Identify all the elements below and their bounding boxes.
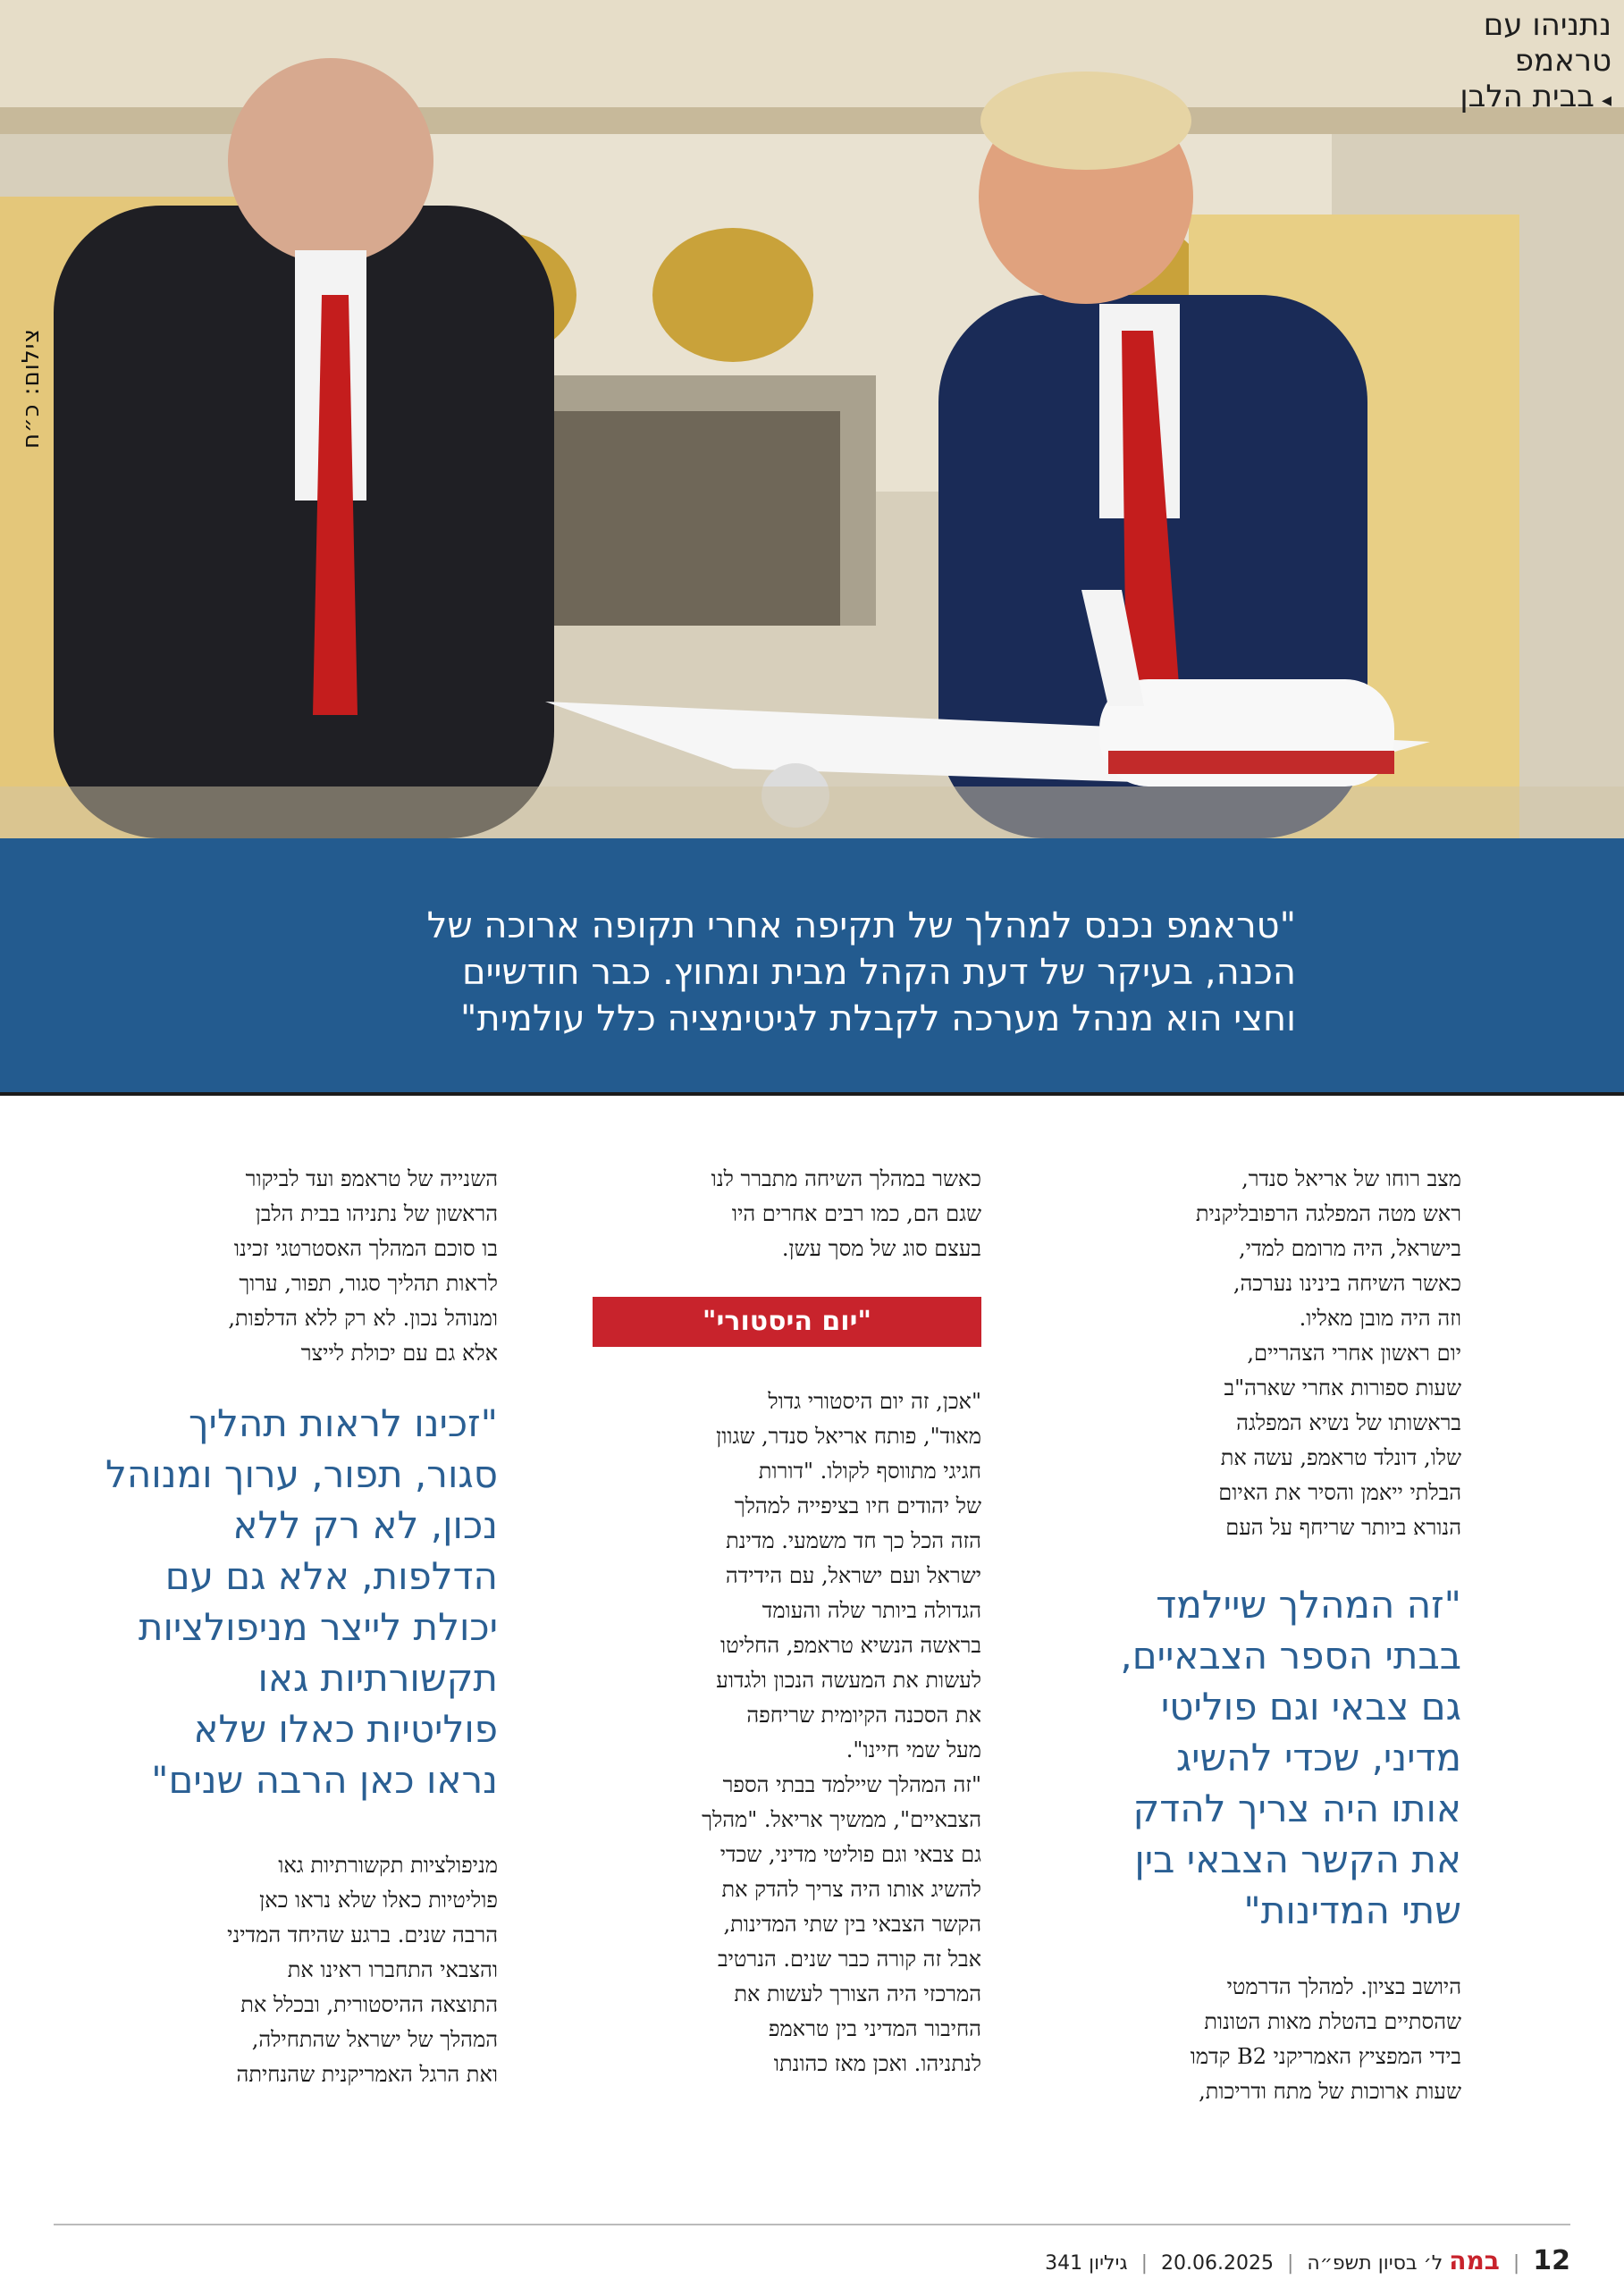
issue-number: גיליון 341 [1045, 2252, 1128, 2275]
banner-line: וחצי הוא מנהל מערכה לקבלת לגיטימציה כלל עולמית" [460, 998, 1296, 1039]
text-line: לנתניהו. ואכן מאז כהונתו [773, 2051, 981, 2076]
paragraph [593, 1384, 981, 2082]
text-line: הרבה שנים. ברגע שהיחד המדיני [227, 1922, 498, 1947]
text-line: הנורא ביותר שריחף על העם [1225, 1515, 1461, 1540]
paragraph [1073, 1970, 1461, 2109]
paragraph [593, 1162, 981, 1266]
text-line: הזה הכל כך חד משמעי. מדינת [726, 1528, 981, 1553]
photo-illustration [0, 0, 1624, 838]
text-line: אלא גם עם יכולת לייצר [300, 1341, 498, 1366]
text-line: את הסכנה הקיומית שריחפה [746, 1703, 981, 1728]
paragraph [109, 1848, 498, 2092]
text-line: לעשות את המעשה הנכון ולגדוע [716, 1668, 981, 1693]
text-line: כאשר השיחה בינינו נערכה, [1233, 1271, 1461, 1296]
column-middle [593, 1162, 981, 2082]
text-line: הגדולה ביותר שלה והעומד [762, 1598, 981, 1623]
text-line: יום ראשון אחרי הצהריים, [1247, 1341, 1461, 1366]
caption-line: נתניהו עם [1483, 7, 1611, 43]
text-line: פוליטיות כאלו שלא נראו כאן [259, 1888, 498, 1913]
text-line: שגם הם, כמו רבים אחרים היו [731, 1201, 981, 1226]
text-line: הקשר הצבאי בין שתי המדינות, [723, 1912, 981, 1937]
text-line: הבלתי ייאמן והסיר את האיום [1218, 1480, 1461, 1505]
text-line: של יהודים חיו בציפייה למהלך [734, 1493, 981, 1518]
hero-photo [0, 0, 1624, 838]
separator: | [1286, 2252, 1294, 2275]
text-line: הראשון של נתניהו בבית הלבן [255, 1201, 498, 1226]
pull-quote [105, 1398, 498, 1805]
text-line: שהסתיים בהטלת מאות הטונות [1204, 2009, 1461, 2034]
pull-quote-line: "זכינו לראות תהליך [189, 1401, 498, 1445]
text-line: שעות ארוכות של מתח ודריכות, [1199, 2079, 1461, 2104]
text-line: המרכזי היה הצורך לעשות את [734, 1981, 981, 2006]
page-footer [0, 2224, 1624, 2288]
photo-caption [1406, 7, 1611, 119]
column-right [1073, 1162, 1461, 2109]
paragraph [109, 1162, 498, 1371]
text-line: המהלך של ישראל שהתחילה, [251, 2027, 498, 2052]
pull-quote-line: בבתי הספר הצבאיים, [1120, 1634, 1461, 1678]
text-line: בישראל, היה מרומם למדי, [1239, 1236, 1461, 1261]
banner-quote [0, 838, 1624, 1096]
text-line: כאשר במהלך השיחה מתברר לנו [711, 1166, 981, 1191]
pull-quote-line: גם צבאי וגם פוליטי [1160, 1685, 1461, 1729]
separator: | [1512, 2252, 1520, 2275]
gregorian-date: 20.06.2025 [1160, 2252, 1274, 2275]
caption-line: ◂בבית הלבן [1460, 79, 1611, 114]
magazine-logo: במה [1449, 2246, 1500, 2275]
text-line: לראות תהליך סגור, תפור, ערוך [239, 1271, 498, 1296]
text-line: מניפולציות תקשורתיות גאו [278, 1853, 498, 1878]
caret-left-icon: ◂ [1601, 89, 1611, 112]
text-line: הצבאיים", ממשיך אריאל. "מהלך [702, 1807, 981, 1832]
pull-quote-line: פוליטיות כאלו שלא [193, 1707, 498, 1751]
hebrew-date: ל׳ בסיון תשפ״ה [1307, 2252, 1443, 2275]
pull-quote-line: הדלפות, אלא גם עם [164, 1554, 498, 1598]
text-line: ומנוהל נכון. לא רק ללא הדלפות, [228, 1306, 498, 1331]
pull-quote-line: מדיני, שכדי להשיג [1175, 1736, 1461, 1779]
caption-line: טראמפ [1514, 43, 1611, 79]
pull-quote-line: נראו כאן הרבה שנים" [151, 1758, 498, 1802]
pull-quote-line: אותו היה צריך להדק [1132, 1787, 1461, 1830]
text-line: השנייה של טראמפ ועד לביקור [245, 1166, 498, 1191]
text-line: ראש מטה המפלגה הרפובליקנית [1195, 1201, 1461, 1226]
text-line: "אכן, זה יום היסטורי גדול [768, 1389, 981, 1414]
pull-quote-line: נכון, לא רק ללא [232, 1503, 498, 1547]
text-line: בראשותו של נשיא המפלגה [1236, 1410, 1461, 1435]
banner-quote-text [295, 903, 1296, 1042]
separator: | [1140, 2252, 1148, 2275]
text-line: והצבאי התחברו ראינו את [287, 1957, 498, 1982]
text-line: מעל שמי חיינו". [846, 1737, 981, 1762]
text-line: גם צבאי וגם פוליטי מדיני, שכדי [719, 1842, 981, 1867]
text-line: החיבור המדיני בין טראמפ [768, 2016, 981, 2041]
banner-line: הכנה, בעיקר של דעת הקהל מבית ומחוץ. כבר חודשיים [462, 952, 1296, 993]
text-line: בו סוכם המהלך האסטרטגי זכינו [233, 1236, 498, 1261]
column-left [105, 1162, 498, 2092]
text-line: היושב בציון. למהלך הדרמטי [1226, 1974, 1461, 1999]
text-line: בידי המפציץ האמריקני B2 קדמו [1190, 2044, 1461, 2069]
pull-quote [1073, 1579, 1461, 1936]
footer-divider [54, 2224, 1570, 2225]
text-line: ואת הרגל האמריקנית שהנחיתה [236, 2062, 498, 2087]
section-subhead: "יום היסטורי" [593, 1297, 981, 1347]
text-line: ישראל ועם ישראל, עם הידידה [725, 1563, 981, 1588]
text-line: חגיגי מתווסף לקולו. "דורות [758, 1459, 981, 1484]
text-line: וזה היה מובן מאליו. [1299, 1306, 1461, 1331]
text-line: בעצם סוג של מסך עשן. [781, 1236, 981, 1261]
pull-quote-line: את הקשר הצבאי בין [1134, 1838, 1461, 1881]
pull-quote-line: "זה המהלך שיילמד [1156, 1583, 1461, 1627]
text-line: אבל זה קורה כבר שנים. הנרטיב [718, 1947, 981, 1972]
text-line: שלו, דונלד טראמפ, עשה את [1220, 1445, 1461, 1470]
text-line: "זה המהלך שיילמד בבתי הספר [722, 1772, 981, 1797]
footer-info [1045, 2245, 1570, 2276]
text-line: מאוד", פותח אריאל סנדר, שגוון [716, 1424, 981, 1449]
photo-credit: צילום: כ״ח [18, 328, 45, 449]
page-number: 12 [1533, 2245, 1570, 2276]
text-line: להשיג אותו היה צריך להדק את [721, 1877, 981, 1902]
banner-line: "טראמפ נכנס למהלך של תקיפה אחרי תקופה ארוכה של [426, 905, 1296, 946]
pull-quote-line: תקשורתיות גאו [257, 1656, 498, 1700]
text-line: מצב רוחו של אריאל סנדר, [1241, 1166, 1461, 1191]
paragraph [1073, 1162, 1461, 1545]
pull-quote-line: סגור, תפור, ערוך ומנוהל [105, 1452, 498, 1496]
text-line: התוצאה ההיסטורית, ובכלל את [240, 1992, 498, 2017]
text-line: בראשה הנשיא טראמפ, החליטו [719, 1633, 981, 1658]
pull-quote-line: שתי המדינות" [1243, 1888, 1461, 1932]
text-line: שעות ספורות אחרי שארה"ב [1224, 1375, 1461, 1401]
pull-quote-line: יכולת לייצר מניפולציות [138, 1605, 498, 1649]
